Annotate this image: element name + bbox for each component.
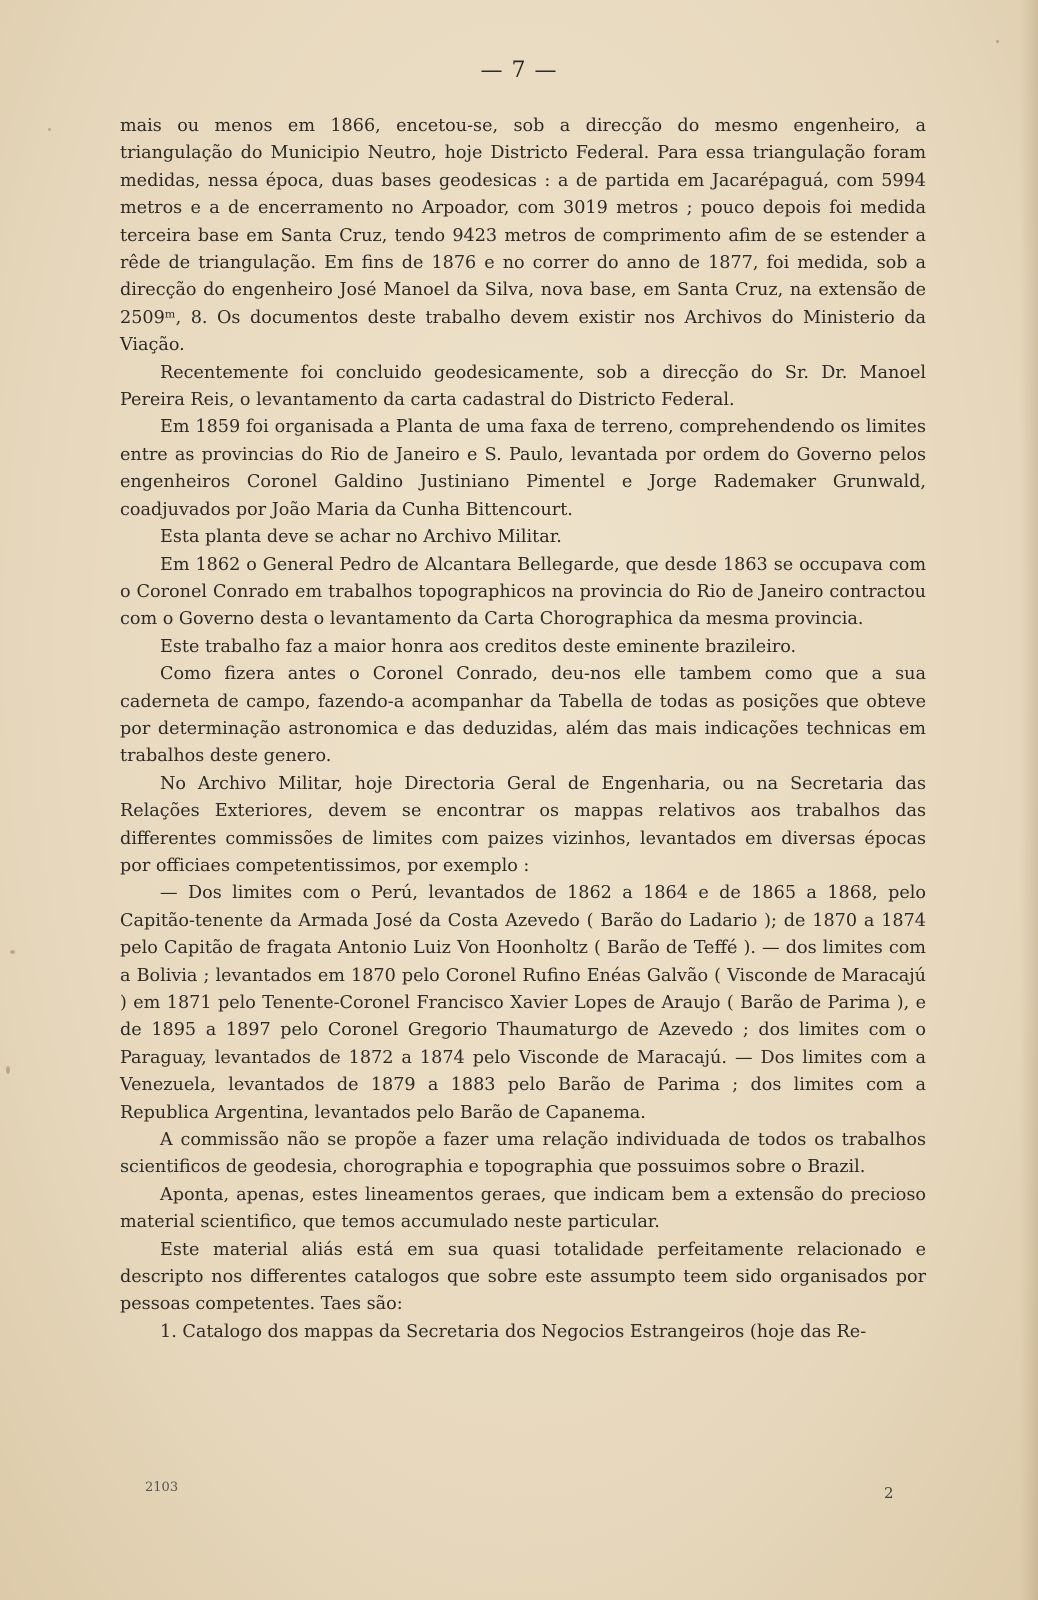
body-text: [120, 113, 926, 1346]
paragraph-2: Recentemente foi concluido geodesicamente, sob a direcção do Sr. Dr. Manoel Pereira Reis, o levantamento da carta cadastral do Districto Federal.: [120, 362, 926, 411]
paragraph-6: Este trabalho faz a maior honra aos creditos deste eminente brazileiro.: [160, 636, 797, 657]
paragraph-4: Esta planta deve se achar no Archivo Militar.: [160, 527, 562, 548]
paragraph-12: Este material aliás está em sua quasi totalidade perfeitamente relacionado e descripto nos differentes catalogos que sobre este assumpto teem sido organisados por pessoas competentes. Taes são:: [120, 1239, 926, 1315]
paragraph-10: A commissão não se propõe a fazer uma relação individuada de todos os trabalhos scientificos de geodesia, chorographia e topographia que possuimos sobre o Brazil.: [120, 1130, 926, 1178]
paper-spot: [6, 1066, 10, 1074]
page-number-header: — 7 —: [480, 58, 558, 83]
paragraph-8: No Archivo Militar, hoje Directoria Geral de Engenharia, ou na Secretaria das Relações Exteriores, devem se encontrar os mappas relativos aos trabalhos das differentes commissões de limites com paizes vizinhos, levantados em diversas épocas por officiaes competentissimos, por exemplo :: [120, 773, 926, 876]
paper-spot: [10, 950, 15, 954]
paragraph-11: Aponta, apenas, estes lineamentos geraes, que indicam bem a extensão do precioso material scientifico, que temos accumulado neste particular.: [120, 1184, 926, 1233]
paper-spot: [996, 40, 999, 43]
list-item-1: 1. Catalogo dos mappas da Secretaria dos Negocios Estrangeiros (hoje das Re-: [160, 1321, 867, 1342]
page-edge-shadow: [1020, 0, 1038, 1600]
paragraph-1: mais ou menos em 1866, encetou-se, sob a direcção do mesmo engenheiro, a triangulação do Municipio Neutro, hoje Districto Federal. Para essa triangulação foram medidas, nessa época, duas bases geodesicas : a de partida em Jacarépaguá, com 5994 metros e a de encerramento no Arpoador, com 3019 metros ; pouco depois foi medida terceira base em Santa Cruz, tendo 9423 metros de comprimento afim de se estender a rêde de triangulação. Em fins de 1876 e no correr do anno de 1877, foi medida, sob a direcção do engenheiro José Manoel da Silva, nova base, em Santa Cruz, na extensão de 2509ᵐ, 8. Os documentos deste trabalho devem existir nos Archivos do Ministerio da Viação.: [120, 116, 926, 356]
paper-spot: [48, 128, 51, 131]
paragraph-5: Em 1862 o General Pedro de Alcantara Bellegarde, que desde 1863 se occupava com o Coronel Conrado em trabalhos topographicos na provincia do Rio de Janeiro contractou com o Governo desta o levantamento da Carta Chorographica da mesma provincia.: [120, 554, 926, 630]
paragraph-9: — Dos limites com o Perú, levantados de 1862 a 1864 e de 1865 a 1868, pelo Capitão-tenente da Armada José da Costa Azevedo ( Barão do Ladario ); de 1870 a 1874 pelo Capitão de fragata Antonio Luiz Von Hoonholtz ( Barão de Teffé ). — dos limites com a Bolivia ; levantados em 1870 pelo Coronel Rufino Enéas Galvão ( Visconde de Maracajú ) em 1871 pelo Tenente-Coronel Francisco Xavier Lopes de Araujo ( Barão de Parima ), e de 1895 a 1897 pelo Coronel Gregorio Thaumaturgo de Azevedo ; dos limites com o Paraguay, levantados de 1872 a 1874 pelo Visconde de Maracajú. — Dos limites com a Venezuela, levantados de 1879 a 1883 pelo Barão de Parima ; dos limites com a Republica Argentina, levantados pelo Barão de Capanema.: [120, 883, 926, 1123]
signature-mark: 2: [884, 1484, 894, 1502]
paragraph-7: Como fizera antes o Coronel Conrado, deu-nos elle tambem como que a sua caderneta de campo, fazendo-a acompanhar da Tabella de todas as posições que obteve por determinação astronomica e das deduzidas, além das mais indicações technicas em trabalhos deste genero.: [120, 664, 926, 767]
paragraph-3: Em 1859 foi organisada a Planta de uma faxa de terreno, comprehendendo os limites entre as provincias do Rio de Janeiro e S. Paulo, levantada por ordem do Governo pelos engenheiros Coronel Galdino Justiniano Pimentel e Jorge Rademaker Grunwald, coadjuvados por João Maria da Cunha Bittencourt.: [120, 417, 926, 520]
print-code: 2103: [145, 1480, 179, 1495]
